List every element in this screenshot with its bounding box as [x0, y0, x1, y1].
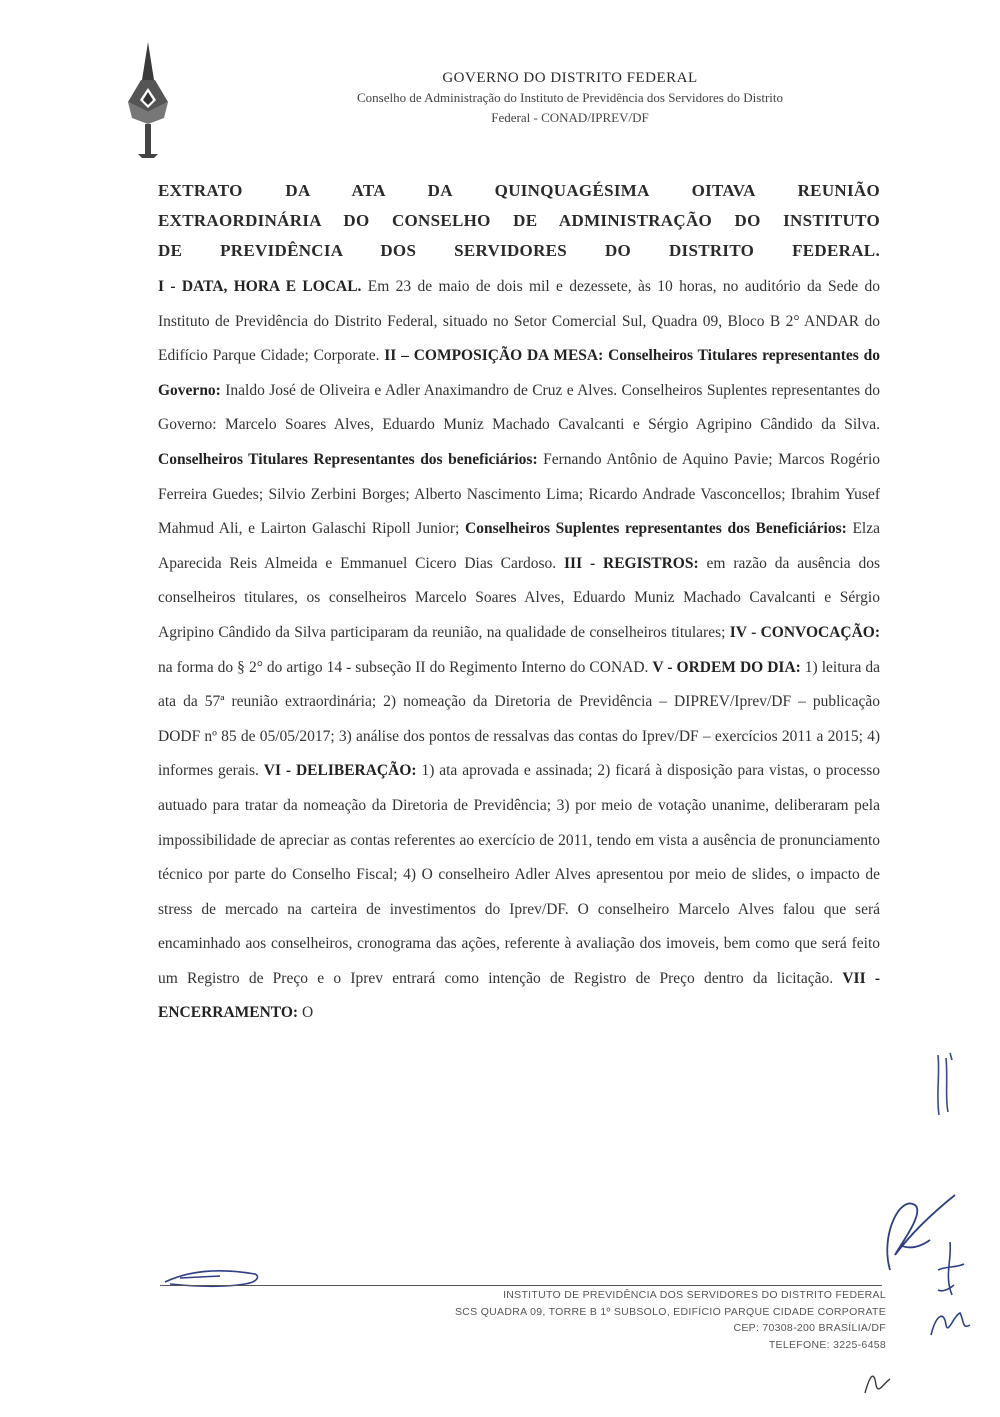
section-2-subheading-2: Conselheiros Titulares Representantes dos beneficiários: — [158, 450, 538, 468]
handwritten-signature-2 — [930, 1240, 970, 1300]
section-2-subheading-3: Conselheiros Suplentes representantes dos Beneficiários: — [465, 520, 847, 538]
handwritten-initials-bottom — [860, 1365, 900, 1400]
title-line-1: EXTRATO DA ATA DA QUINQUAGÉSIMA OITAVA REUNIÃO — [158, 181, 880, 200]
margin-initials-signature — [930, 1050, 960, 1120]
section-1-text: Em 23 de maio de dois mil e dezessete, às 10 horas, no auditório da Sede do Instituto de Previdência do Distrito Federal, situado no Setor Comercial Sul, Quadra 09, Bloco B 2° ANDAR do Edifício Parque Cidade; Corporate. — [158, 278, 880, 365]
minutes-body — [158, 270, 880, 1031]
government-name: GOVERNO DO DISTRITO FEDERAL — [442, 70, 698, 86]
footer-divider — [160, 1285, 882, 1286]
council-acronym: Federal - CONAD/IPREV/DF — [491, 110, 649, 125]
section-2-heading: II – COMPOSIÇÃO DA MESA: — [384, 347, 604, 365]
section-1-heading: I - DATA, HORA E LOCAL. — [158, 278, 362, 295]
handwritten-signature-3 — [926, 1305, 976, 1345]
footer-postal-code: CEP: 70308-200 BRASÍLIA/DF — [733, 1322, 886, 1334]
section-5-text: 1) leitura da ata da 57ª reunião extraordinária; 2) nomeação da Diretoria de Previdência – DIPREV/Iprev/DF – publicação DODF nº 85 de 05/05/2017; 3) análise dos pontos de ressalvas das contas do Iprev/DF – exercícios 2011 a 2015; 4) informes gerais. — [158, 658, 880, 780]
section-2-text-2: Fernando Antônio de Aquino Pavie; Marcos Rogério Ferreira Guedes; Silvio Zerbini Borges; Alberto Nascimento Lima; Ricardo Andrade Vasconcellos; Ibrahim Yusef Mahmud Ali, e Lairton Galaschi Ripoll Junior; — [158, 450, 880, 538]
section-3-text: em razão da ausência dos conselheiros titulares, os conselheiros Marcelo Soares Alves, Eduardo Muniz Machado Cavalcanti e Sérgio Agripino Cândido da Silva participaram da reunião, na qualidade de conselheiros titulares; — [158, 554, 881, 641]
section-3-heading: III - REGISTROS: — [564, 554, 699, 572]
footer-rubric-signature — [160, 1262, 270, 1292]
footer-street: SCS QUADRA 09, TORRE B 1º SUBSOLO, EDIFÍCIO PARQUE CIDADE CORPORATE — [455, 1305, 886, 1318]
footer-address — [400, 1287, 886, 1353]
section-2-subheading-1: Conselheiros Titulares representantes do Governo: — [158, 347, 880, 399]
footer-phone: TELEFONE: 3225-6458 — [768, 1338, 886, 1351]
section-6-heading: VI - DELIBERAÇÃO: — [263, 762, 417, 780]
footer-institution: INSTITUTO DE PREVIDÊNCIA DOS SERVIDORES DO DISTRITO FEDERAL — [503, 1289, 886, 1301]
council-name: Conselho de Administração do Instituto de Previdência dos Servidores do Distrito — [356, 90, 784, 105]
title-line-2: EXTRAORDINÁRIA DO CONSELHO DE ADMINISTRAÇÃO DO INSTITUTO — [158, 211, 880, 230]
section-4-text: na forma do § 2° do artigo 14 - subseção II do Regimento Interno do CONAD. — [158, 658, 653, 676]
document-title — [158, 176, 880, 266]
section-7-heading: VII - ENCERRAMENTO: — [158, 969, 881, 1022]
handwritten-signature-1 — [860, 1175, 970, 1285]
section-5-heading: V - ORDEM DO DIA: — [652, 658, 801, 676]
section-2-text-1: Inaldo José de Oliveira e Adler Anaximandro de Cruz e Alves. Conselheiros Suplentes representantes do Governo: Marcelo Soares Alves, Eduardo Muniz Machado Cavalcanti e Sérgio Agripino Cândido da Silva. — [158, 381, 880, 434]
brasilia-emblem-logo — [108, 40, 188, 160]
section-4-heading: IV - CONVOCAÇÃO: — [729, 623, 880, 641]
letterhead — [230, 68, 910, 128]
title-line-3: DE PREVIDÊNCIA DOS SERVIDORES DO DISTRITO FEDERAL. — [158, 241, 880, 260]
section-2-text-3: Elza Aparecida Reis Almeida e Emmanuel Cicero Dias Cardoso. — [158, 520, 880, 572]
section-7-text: O — [298, 1004, 314, 1022]
section-6-text: 1) ata aprovada e assinada; 2) ficará à disposição para vistas, o processo autuado para tratar da nomeação da Diretoria de Previdência; 3) por meio de votação unanime, deliberaram pela impossibilidade de apreciar as contas referentes ao exercício de 2011, tendo em vista a ausência de pronunciamento técnico por parte do Conselho Fiscal; 4) O conselheiro Adler Alves apresentou por meio de slides, o impacto de stress de mercado na carteira de investimentos do Iprev/DF. O conselheiro Marcelo Alves falou que será encaminhado aos conselheiros, cronograma das ações, referente à avaliação dos imoveis, bem como que será feito um Registro de Preço e o Iprev entrará como intenção de Registro de Preço dentro da licitação. — [158, 762, 881, 987]
